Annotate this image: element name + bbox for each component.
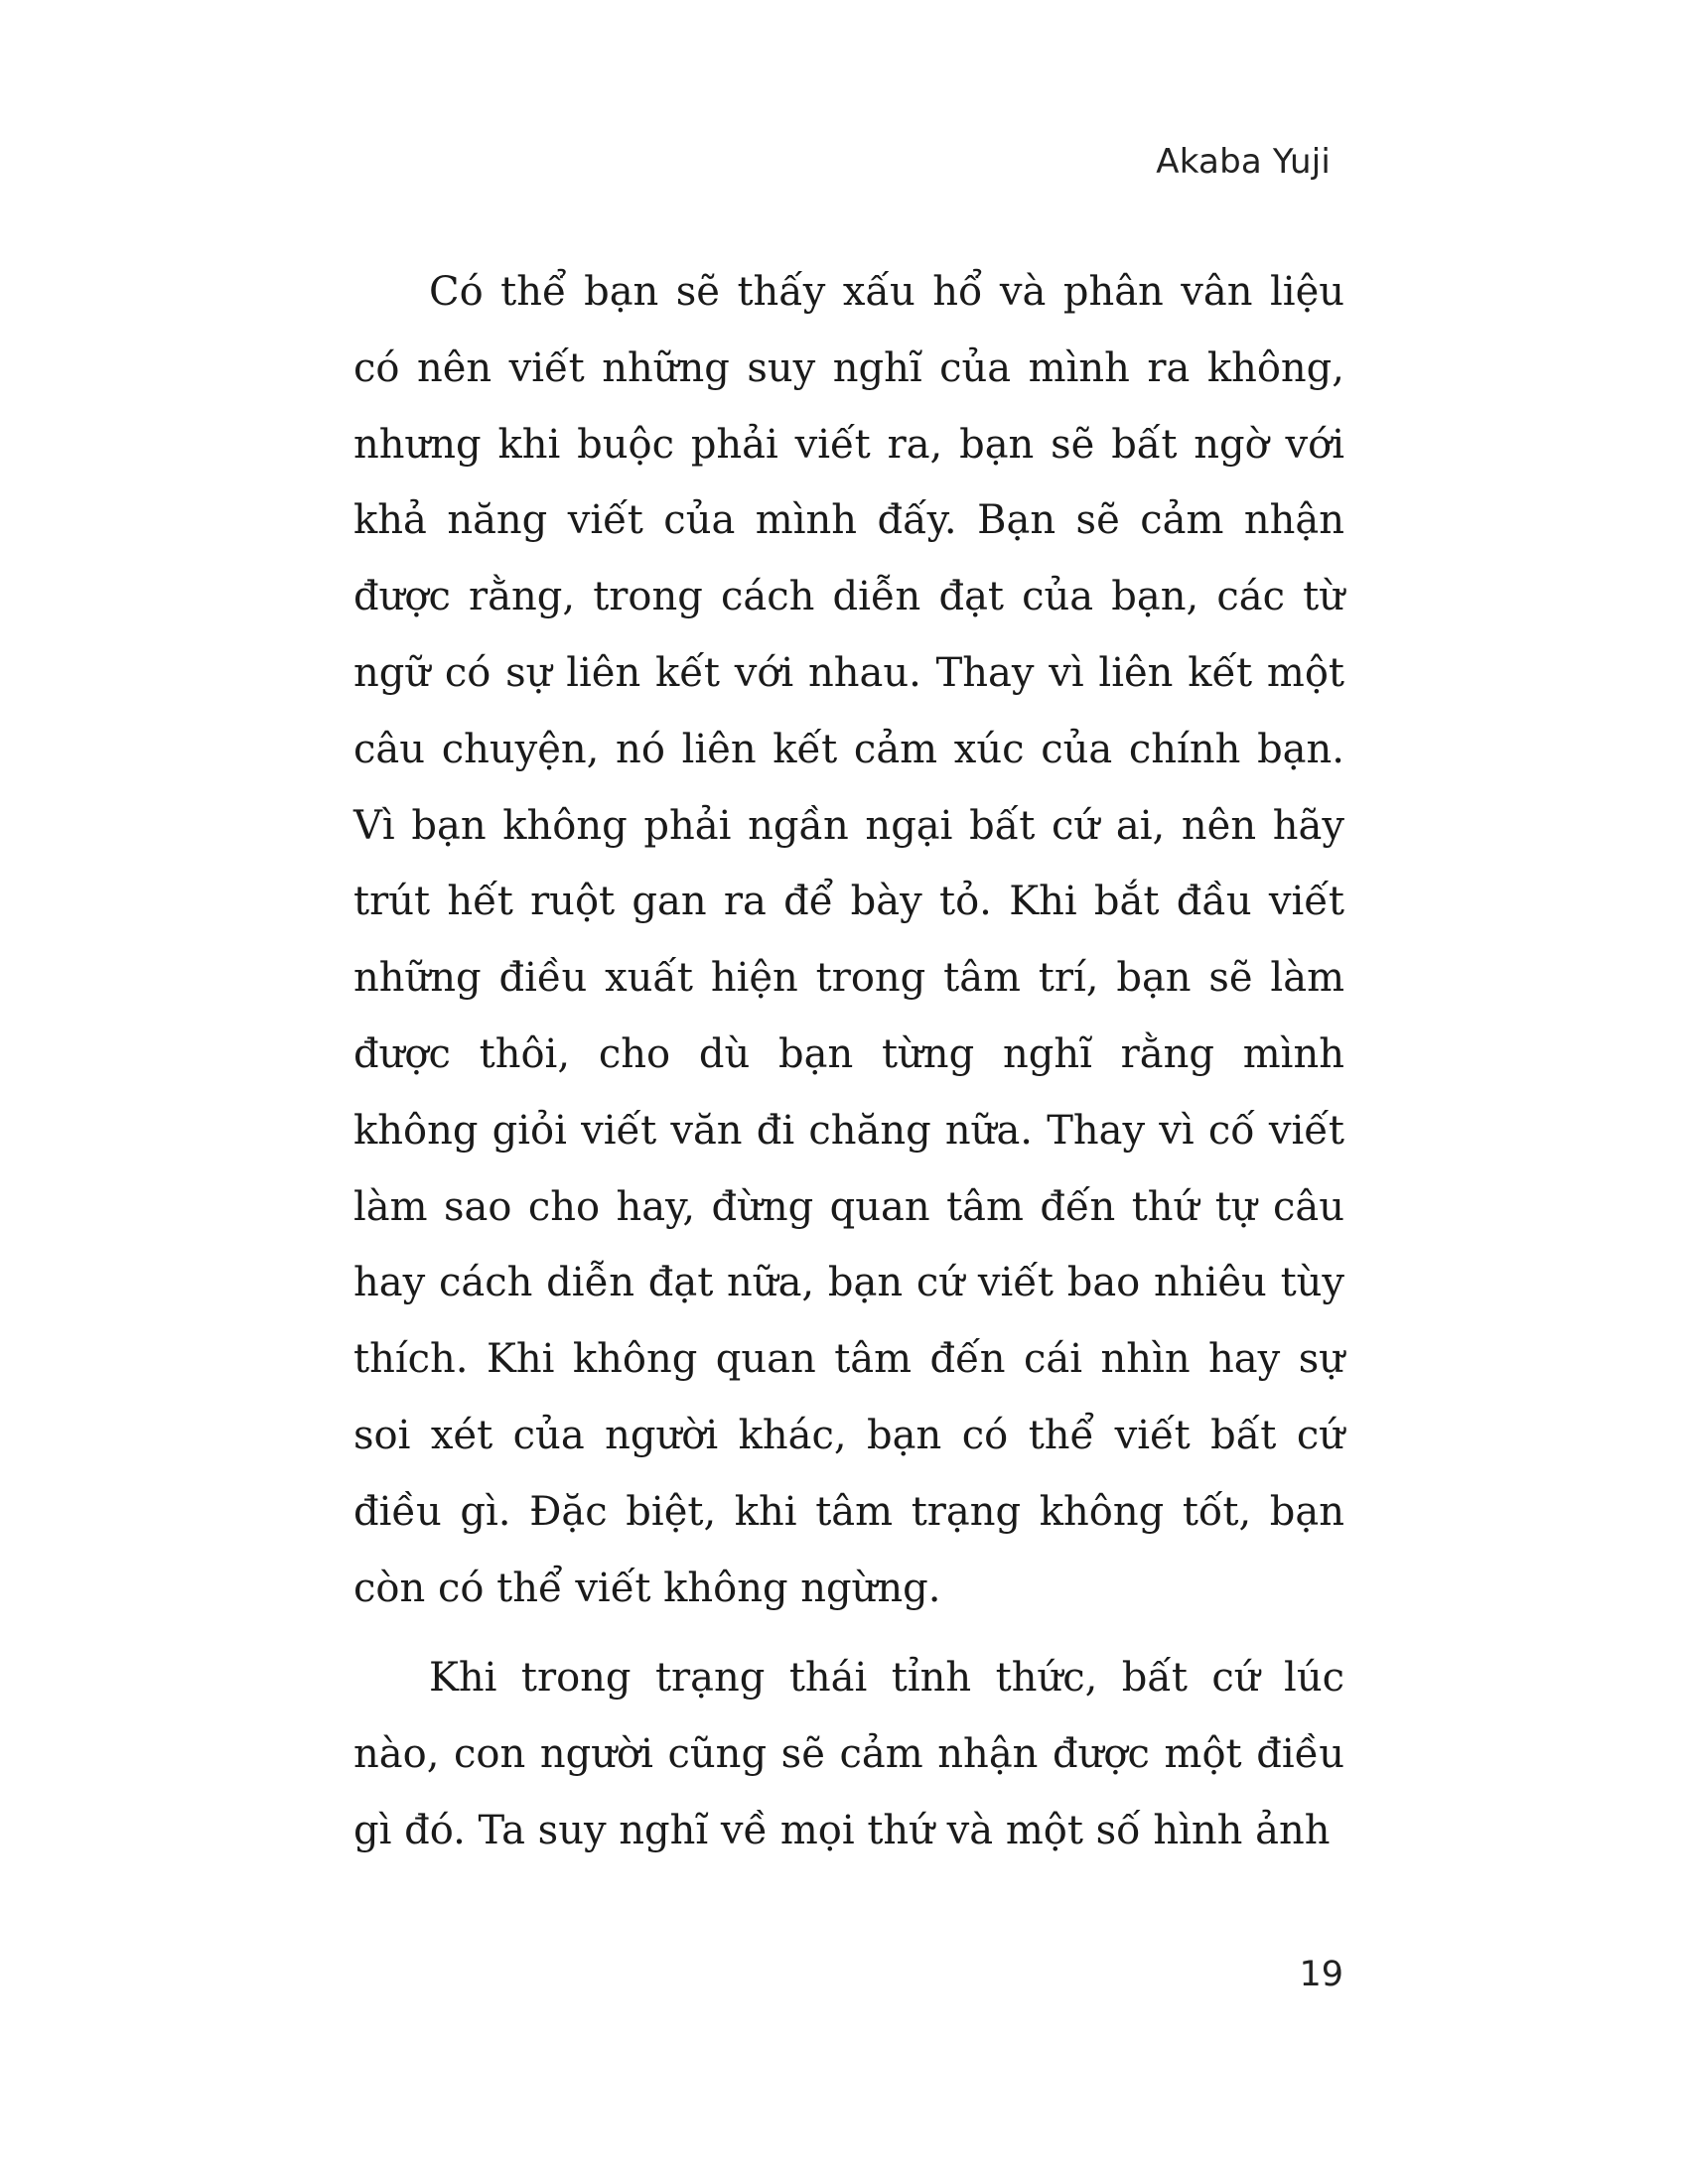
- running-header: Akaba Yuji: [1156, 142, 1331, 182]
- paragraph-2: Khi trong trạng thái tỉnh thức, bất cứ lúc nào, con người cũng sẽ cảm nhận được một điều gì đó. Ta suy nghĩ về mọi thứ và một số hình ảnh: [353, 1655, 1344, 1853]
- paragraph-1: Có thể bạn sẽ thấy xấu hổ và phân vân liệu có nên viết những suy nghĩ của mình ra không, nhưng khi buộc phải viết ra, bạn sẽ bất ngờ với khả năng viết của mình đấy. Bạn sẽ cảm nhận được rằng, trong cách diễn đạt của bạn, các từ ngữ có sự liên kết với nhau. Thay vì liên kết một câu chuyện, nó liên kết cảm xúc của chính bạn. Vì bạn không phải ngần ngại bất cứ ai, nên hãy trút hết ruột gan ra để bày tỏ. Khi bắt đầu viết những điều xuất hiện trong tâm trí, bạn sẽ làm được thôi, cho dù bạn từng nghĩ rằng mình không giỏi viết văn đi chăng nữa. Thay vì cố viết làm sao cho hay, đừng quan tâm đến thứ tự câu hay cách diễn đạt nữa, bạn cứ viết bao nhiêu tùy thích. Khi không quan tâm đến cái nhìn hay sự soi xét của người khác, bạn có thể viết bất cứ điều gì. Đặc biệt, khi tâm trạng không tốt, bạn còn có thể viết không ngừng.: [353, 269, 1344, 1611]
- body-text: [353, 254, 1344, 1869]
- page-number: 19: [1299, 1955, 1343, 1994]
